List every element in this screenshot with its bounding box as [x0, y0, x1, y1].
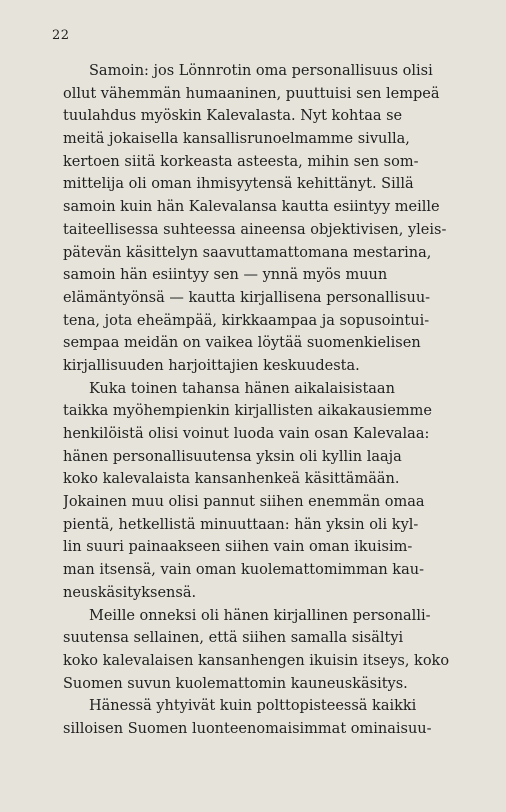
text-line: Jokainen muu olisi pannut siihen enemmän omaa [63, 494, 425, 511]
text-line: taiteellisessa suhteessa aineensa objektivisen, yleis- [63, 221, 447, 238]
text-line: taikka myöhempienkin kirjallisten aikakausiemme [63, 403, 432, 420]
text-line: meitä jokaisella kansallisrunoelmamme sivulla, [63, 131, 410, 148]
text-line: sempaa meidän on vaikea löytää suomenkielisen [63, 335, 421, 352]
text-line: Hänessä yhtyivät kuin polttopisteessä kaikki [89, 698, 417, 715]
text-line: hänen personallisuutensa yksin oli kyllin laaja [63, 448, 402, 465]
text-line: pientä, hetkellistä minuuttaan: hän yksin oli kyl- [63, 516, 419, 533]
text-line: samoin hän esiintyy sen — ynnä myös muun [63, 267, 388, 284]
text-line: neuskäsityksensä. [63, 584, 197, 601]
text-line: samoin kuin hän Kalevalansa kautta esiintyy meille [63, 199, 440, 216]
text-line: ollut vähemmän humaaninen, puuttuisi sen lempeä [63, 85, 440, 102]
text-line: suutensa sellainen, että siihen samalla sisältyi [63, 630, 404, 647]
body-text [63, 60, 454, 741]
text-line: elämäntyönsä — kautta kirjallisena personallisuu- [63, 289, 431, 306]
text-line: koko kalevalaisen kansanhengen ikuisin itseys, koko [63, 652, 450, 669]
page-number: 22 [52, 28, 70, 43]
text-line: tuulahdus myöskin Kalevalasta. Nyt kohtaa se [63, 108, 403, 125]
text-line: man itsensä, vain oman kuolemattomimman kau- [63, 562, 424, 579]
text-line: Kuka toinen tahansa hänen aikalaisistaan [89, 380, 395, 397]
text-line: tena, jota eheämpää, kirkkaampaa ja sopusointui- [63, 312, 430, 329]
text-line: mittelija oli oman ihmisyytensä kehittänyt. Sillä [63, 176, 414, 193]
text-line: Meille onneksi oli hänen kirjallinen personalli- [89, 607, 431, 624]
text-line: koko kalevalaista kansanhenkeä käsittämään. [63, 471, 400, 488]
text-line: kirjallisuuden harjoittajien keskuudesta. [63, 357, 360, 374]
text-line: silloisen Suomen luonteenomaisimmat ominaisuu- [63, 720, 432, 737]
text-line: kertoen siitä korkeasta asteesta, mihin sen som- [63, 153, 419, 170]
text-line: Samoin: jos Lönnrotin oma personallisuus olisi [89, 63, 433, 79]
text-line: henkilöistä olisi voinut luoda vain osan Kalevalaa: [63, 426, 430, 442]
text-line: Suomen suvun kuolemattomin kauneuskäsitys. [63, 675, 408, 692]
text-line: lin suuri painaakseen siihen vain oman ikuisim- [63, 539, 413, 556]
text-line: pätevän käsittelyn saavuttamattomana mestarina, [63, 244, 432, 261]
